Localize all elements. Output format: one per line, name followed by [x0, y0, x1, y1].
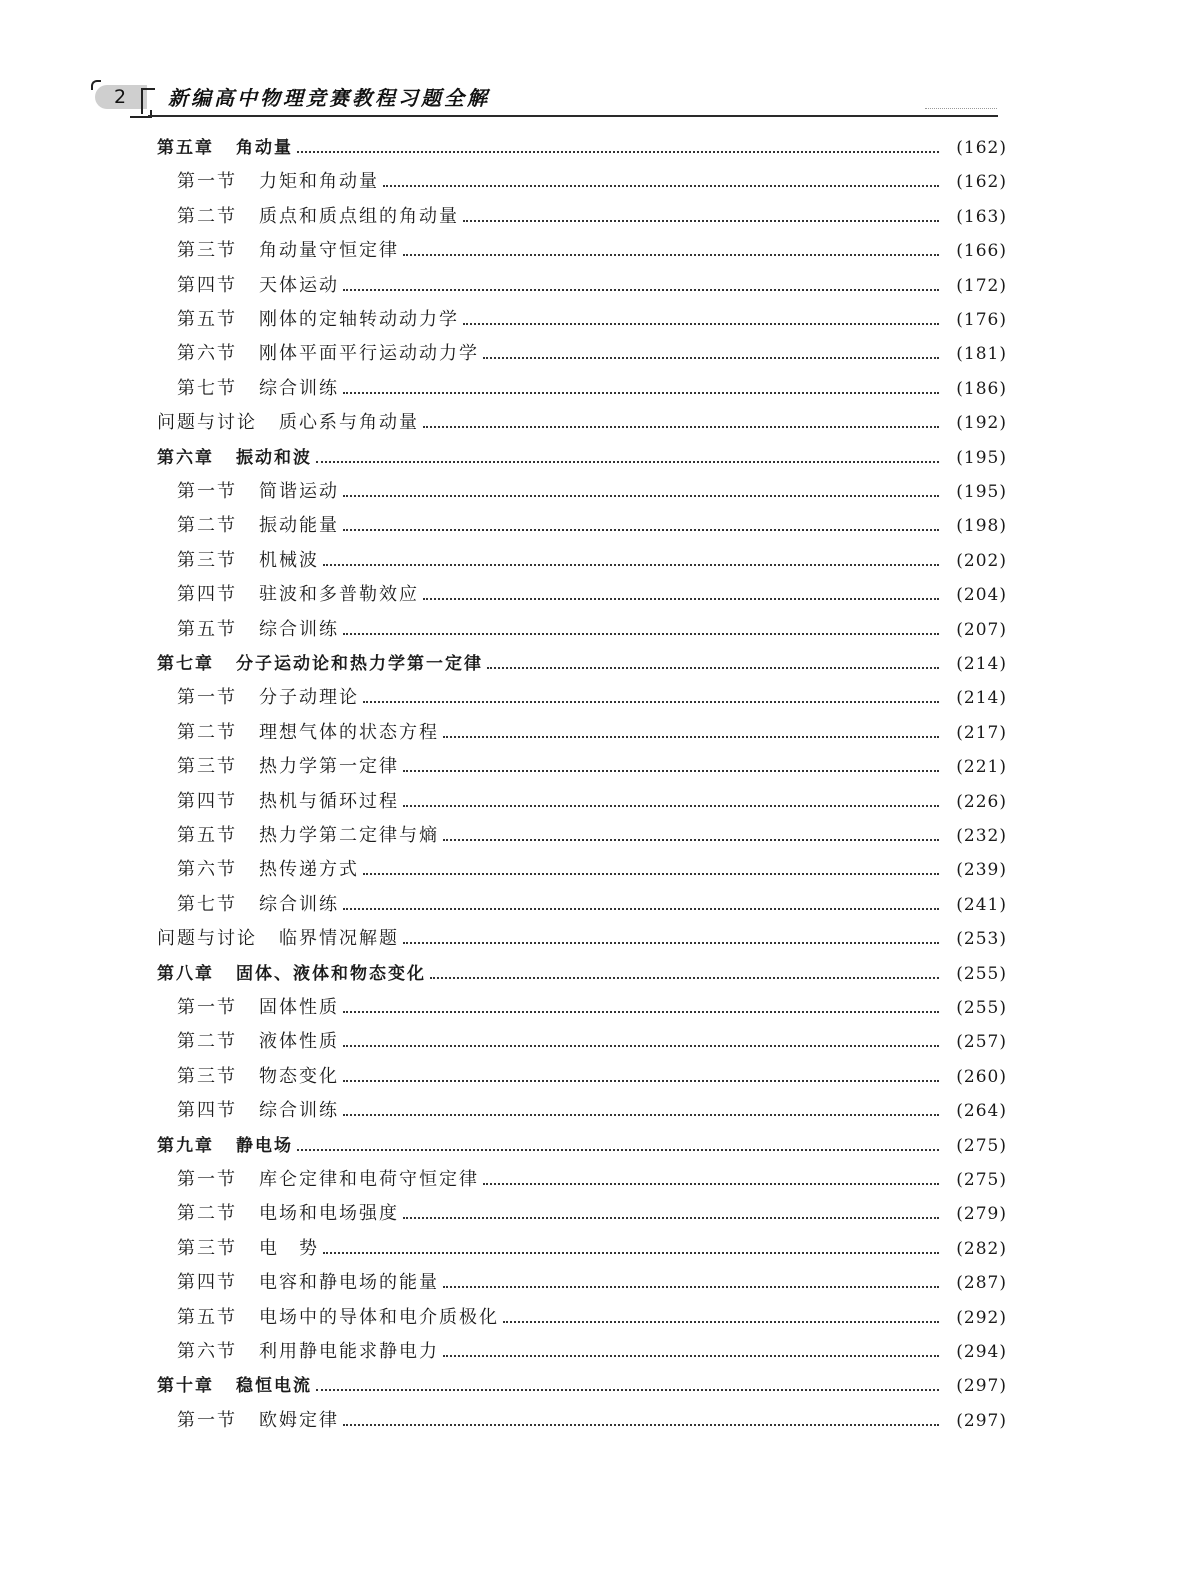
toc-entry-section[interactable]: [177, 1025, 1007, 1059]
toc-entry-title: 综合训练: [259, 618, 339, 640]
toc-entry-label: 第四节: [177, 584, 237, 606]
toc-dot-leader: [323, 564, 939, 566]
toc-entry-label: 第二节: [177, 721, 237, 743]
toc-dot-leader: [403, 254, 939, 256]
toc-entry-section[interactable]: [177, 750, 1007, 784]
toc-entry-section[interactable]: [177, 475, 1007, 509]
toc-entry-page-number: (239): [956, 860, 1007, 881]
toc-entry-section[interactable]: [177, 165, 1007, 199]
toc-dot-leader: [343, 1011, 939, 1013]
toc-dot-leader: [323, 1252, 939, 1254]
toc-entry-label: 第一节: [177, 997, 237, 1018]
toc-entry-section[interactable]: [177, 716, 1007, 750]
toc-entry-page-number: (221): [956, 757, 1007, 778]
toc-entry-page-number: (282): [956, 1238, 1007, 1259]
toc-entry-label: 第三节: [177, 240, 237, 262]
toc-entry-page-number: (172): [956, 275, 1007, 296]
toc-dot-leader: [343, 1424, 939, 1426]
toc-entry-section[interactable]: [177, 1232, 1007, 1266]
toc-entry-label: 第五节: [177, 618, 237, 640]
toc-entry-section[interactable]: [177, 785, 1007, 819]
toc-entry-title: 角动量守恒定律: [259, 240, 399, 262]
toc-entry-section[interactable]: [177, 578, 1007, 612]
toc-entry-section[interactable]: [177, 991, 1007, 1025]
toc-entry-title: 振动能量: [259, 515, 339, 537]
toc-dot-leader: [343, 529, 939, 531]
toc-entry-label: 问题与讨论: [157, 412, 257, 434]
toc-entry-page-number: (232): [956, 826, 1007, 846]
toc-entry-label: 第五节: [177, 825, 237, 846]
toc-entry-section[interactable]: [177, 509, 1007, 543]
toc-entry-page-number: (162): [956, 172, 1007, 193]
toc-dot-leader: [403, 805, 939, 807]
toc-entry-label: 第一节: [177, 1409, 237, 1431]
toc-entry-label: 第三节: [177, 1065, 237, 1087]
toc-dot-leader: [483, 1183, 939, 1185]
toc-entry-title: 固体、液体和物态变化: [236, 963, 426, 984]
toc-entry-label: 第二节: [177, 1031, 237, 1053]
toc-entry-page-number: (260): [956, 1066, 1007, 1087]
toc-entry-page-number: (162): [956, 138, 1007, 158]
toc-entry-page-number: (257): [956, 1032, 1007, 1053]
toc-entry-label: 第六节: [177, 1341, 237, 1362]
toc-dot-leader: [343, 289, 939, 291]
toc-entry-title: 利用静电能求静电力: [259, 1341, 439, 1362]
book-title: 新编高中物理竞赛教程习题全解: [168, 86, 490, 110]
toc-entry-label: 第三节: [177, 1237, 237, 1259]
toc-entry-label: 第一节: [177, 687, 237, 709]
toc-entry-section[interactable]: [177, 337, 1007, 371]
toc-entry-label: 第九章: [157, 1135, 214, 1156]
page-header: [0, 0, 1192, 130]
toc-entry-page-number: (264): [956, 1101, 1007, 1122]
header-dotted-line: [925, 108, 997, 109]
toc-entry-page-number: (207): [956, 619, 1007, 640]
toc-entry-page-number: (181): [956, 344, 1007, 365]
toc-entry-page-number: (163): [956, 206, 1007, 227]
toc-entry-label: 第一节: [177, 481, 237, 502]
toc-entry-page-number: (192): [956, 413, 1007, 434]
toc-dot-leader: [316, 461, 939, 463]
toc-entry-label: 第十章: [157, 1376, 214, 1397]
toc-entry-title: 机械波: [259, 549, 319, 571]
toc-entry-page-number: (176): [956, 310, 1007, 330]
toc-entry-title: 振动和波: [236, 447, 312, 468]
toc-entry-chapter[interactable]: [157, 441, 1007, 475]
table-of-contents: [0, 130, 1192, 1440]
toc-entry-title: 液体性质: [259, 1031, 339, 1053]
toc-entry-label: 第七节: [177, 893, 237, 915]
toc-entry-section[interactable]: [177, 681, 1007, 715]
toc-entry-title: 电场中的导体和电介质极化: [259, 1306, 499, 1328]
toc-entry-label: 第三节: [177, 549, 237, 571]
toc-entry-title: 简谐运动: [259, 481, 339, 502]
toc-entry-page-number: (275): [956, 1170, 1007, 1190]
toc-entry-section[interactable]: [177, 1301, 1007, 1335]
toc-entry-title: 热力学第二定律与熵: [259, 825, 439, 846]
toc-entry-label: 第四节: [177, 790, 237, 812]
toc-entry-title: 临界情况解题: [279, 928, 399, 950]
toc-entry-section[interactable]: [177, 1094, 1007, 1128]
toc-entry-section[interactable]: [177, 1404, 1007, 1438]
toc-entry-section[interactable]: [177, 1335, 1007, 1369]
toc-entry-section[interactable]: [177, 888, 1007, 922]
toc-entry-section[interactable]: [177, 1197, 1007, 1231]
toc-entry-page-number: (195): [956, 447, 1007, 468]
toc-entry-label: 第八章: [157, 963, 214, 984]
toc-entry-chapter[interactable]: [157, 1129, 1007, 1163]
toc-dot-leader: [423, 598, 939, 600]
toc-entry-label: 第四节: [177, 274, 237, 296]
toc-entry-label: 第四节: [177, 1272, 237, 1294]
toc-entry-page-number: (297): [956, 1376, 1007, 1397]
toc-entry-section[interactable]: [177, 200, 1007, 234]
toc-entry-title: 理想气体的状态方程: [259, 721, 439, 743]
toc-entry-page-number: (297): [956, 1410, 1007, 1431]
toc-entry-chapter[interactable]: [157, 957, 1007, 991]
toc-entry-title: 固体性质: [259, 997, 339, 1018]
toc-dot-leader: [443, 839, 939, 841]
toc-entry-label: 第二节: [177, 1203, 237, 1225]
toc-entry-page-number: (166): [956, 241, 1007, 262]
toc-entry-section[interactable]: [177, 1266, 1007, 1300]
toc-entry-title: 电容和静电场的能量: [259, 1272, 439, 1294]
toc-dot-leader: [487, 667, 939, 669]
toc-entry-title: 稳恒电流: [236, 1376, 312, 1397]
toc-dot-leader: [343, 1080, 939, 1082]
toc-entry-page-number: (214): [956, 654, 1007, 674]
toc-entry-chapter[interactable]: [157, 131, 1007, 165]
toc-entry-title: 欧姆定律: [259, 1409, 339, 1431]
toc-entry-page-number: (204): [956, 585, 1007, 606]
toc-dot-leader: [463, 323, 939, 325]
toc-entry-section[interactable]: [177, 269, 1007, 303]
toc-entry-title: 库仑定律和电荷守恒定律: [259, 1169, 479, 1190]
toc-entry-page-number: (198): [956, 516, 1007, 537]
toc-dot-leader: [297, 151, 939, 153]
toc-dot-leader: [443, 1355, 939, 1357]
toc-entry-title: 热力学第一定律: [259, 756, 399, 778]
toc-entry-page-number: (275): [956, 1135, 1007, 1156]
toc-entry-section[interactable]: [177, 544, 1007, 578]
toc-entry-title: 分子动理论: [259, 687, 359, 709]
toc-dot-leader: [343, 1045, 939, 1047]
toc-entry-page-number: (287): [956, 1273, 1007, 1294]
toc-entry-title: 刚体的定轴转动动力学: [259, 309, 459, 330]
toc-entry-title: 刚体平面平行运动动力学: [259, 343, 479, 365]
toc-entry-label: 第三节: [177, 756, 237, 778]
toc-entry-title: 力矩和角动量: [259, 171, 379, 193]
toc-entry-page-number: (253): [956, 929, 1007, 950]
toc-dot-leader: [403, 770, 939, 772]
toc-dot-leader: [297, 1149, 939, 1151]
toc-entry-title: 电场和电场强度: [259, 1203, 399, 1225]
toc-entry-page-number: (214): [956, 688, 1007, 709]
page-number: 2: [113, 86, 127, 108]
toc-entry-label: 第六章: [157, 447, 214, 468]
toc-dot-leader: [363, 701, 939, 703]
toc-entry-title: 物态变化: [259, 1065, 339, 1087]
toc-entry-title: 天体运动: [259, 274, 339, 296]
toc-entry-title: 热机与循环过程: [259, 790, 399, 812]
toc-dot-leader: [343, 495, 939, 497]
toc-entry-label: 第二节: [177, 515, 237, 537]
toc-dot-leader: [430, 977, 939, 979]
toc-entry-page-number: (202): [956, 550, 1007, 571]
toc-entry-title: 质点和质点组的角动量: [259, 205, 459, 227]
toc-dot-leader: [403, 942, 939, 944]
toc-entry-section[interactable]: [177, 372, 1007, 406]
toc-entry-label: 第六节: [177, 343, 237, 365]
toc-dot-leader: [423, 426, 939, 428]
toc-dot-leader: [363, 873, 939, 875]
toc-entry-page-number: (186): [956, 378, 1007, 399]
toc-dot-leader: [316, 1389, 939, 1391]
toc-entry-title: 综合训练: [259, 1100, 339, 1122]
toc-entry-title: 静电场: [236, 1135, 293, 1156]
toc-entry-title: 分子运动论和热力学第一定律: [236, 654, 483, 674]
toc-dot-leader: [403, 1217, 939, 1219]
toc-entry-section[interactable]: [177, 303, 1007, 337]
toc-entry-section[interactable]: [177, 1060, 1007, 1094]
toc-entry-label: 第四节: [177, 1100, 237, 1122]
toc-entry-page-number: (217): [956, 722, 1007, 743]
toc-entry-label: 第七章: [157, 654, 214, 674]
toc-entry-section[interactable]: [177, 613, 1007, 647]
toc-entry-title: 角动量: [236, 138, 293, 158]
toc-entry-page-number: (195): [956, 482, 1007, 502]
toc-dot-leader: [343, 908, 939, 910]
toc-dot-leader: [443, 736, 939, 738]
toc-entry-page-number: (255): [956, 963, 1007, 984]
toc-entry-page-number: (255): [956, 998, 1007, 1018]
toc-entry-page-number: (294): [956, 1342, 1007, 1362]
toc-entry-discussion[interactable]: [157, 406, 1007, 440]
toc-entry-chapter[interactable]: [157, 647, 1007, 681]
toc-entry-page-number: (279): [956, 1204, 1007, 1225]
toc-entry-title: 综合训练: [259, 377, 339, 399]
toc-entry-title: 电 势: [259, 1237, 319, 1259]
toc-entry-label: 第五章: [157, 138, 214, 158]
toc-dot-leader: [383, 185, 939, 187]
toc-entry-title: 驻波和多普勒效应: [259, 584, 419, 606]
toc-entry-title: 质心系与角动量: [279, 412, 419, 434]
toc-entry-page-number: (241): [956, 894, 1007, 915]
toc-dot-leader: [343, 1114, 939, 1116]
toc-entry-label: 第五节: [177, 309, 237, 330]
toc-entry-label: 第一节: [177, 171, 237, 193]
toc-dot-leader: [463, 220, 939, 222]
toc-entry-label: 第六节: [177, 859, 237, 881]
toc-entry-discussion[interactable]: [157, 922, 1007, 956]
toc-entry-page-number: (292): [956, 1307, 1007, 1328]
toc-dot-leader: [343, 633, 939, 635]
toc-entry-section[interactable]: [177, 1163, 1007, 1197]
toc-entry-label: 第五节: [177, 1306, 237, 1328]
toc-dot-leader: [503, 1321, 939, 1323]
toc-dot-leader: [483, 357, 939, 359]
toc-entry-chapter[interactable]: [157, 1369, 1007, 1403]
toc-entry-label: 第二节: [177, 205, 237, 227]
toc-entry-title: 热传递方式: [259, 859, 359, 881]
toc-dot-leader: [343, 392, 939, 394]
toc-entry-label: 第一节: [177, 1169, 237, 1190]
toc-entry-title: 综合训练: [259, 893, 339, 915]
toc-dot-leader: [443, 1286, 939, 1288]
toc-entry-page-number: (226): [956, 791, 1007, 812]
toc-entry-label: 问题与讨论: [157, 928, 257, 950]
toc-entry-section[interactable]: [177, 853, 1007, 887]
toc-entry-section[interactable]: [177, 819, 1007, 853]
toc-entry-section[interactable]: [177, 234, 1007, 268]
header-rule: [148, 115, 998, 117]
toc-entry-label: 第七节: [177, 377, 237, 399]
